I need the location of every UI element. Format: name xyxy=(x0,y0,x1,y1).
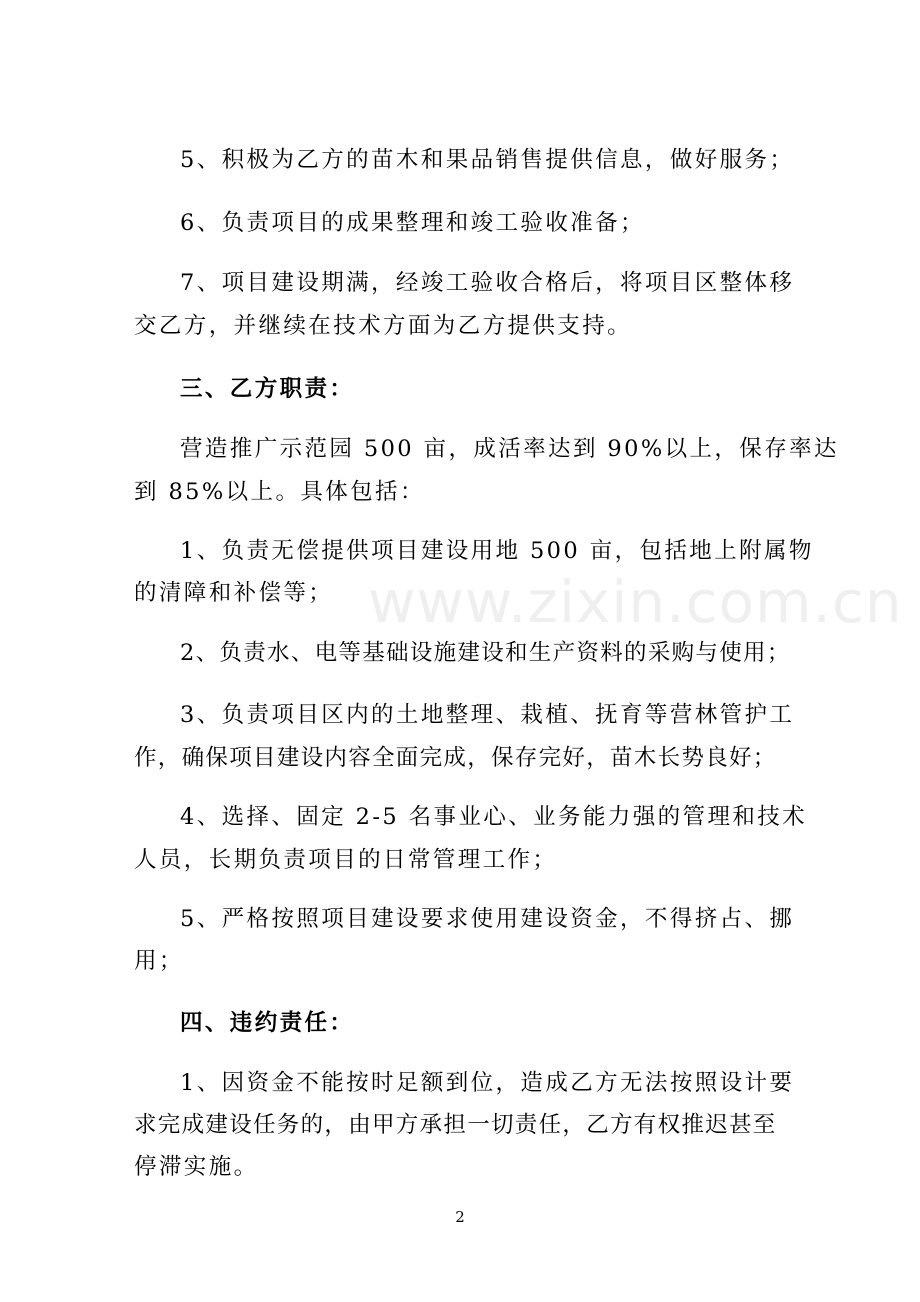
paragraph-line: 1、因资金不能按时足额到位，造成乙方无法按照设计要 xyxy=(180,1070,795,1096)
section-heading: 四、违约责任： xyxy=(180,1010,355,1036)
paragraph-line: 4、选择、固定 2-5 名事业心、业务能力强的管理和技术 xyxy=(180,804,808,830)
paragraph-line: 5、严格按照项目建设要求使用建设资金，不得挤占、挪 xyxy=(180,906,795,932)
watermark: www.zixin.com.cn xyxy=(368,568,903,636)
paragraph-line: 2、负责水、电等基础设施建设和生产资料的采购与使用； xyxy=(180,640,791,666)
paragraph-line: 1、负责无偿提供项目建设用地 500 亩，包括地上附属物 xyxy=(180,538,814,564)
paragraph-line: 人员，长期负责项目的日常管理工作； xyxy=(134,847,558,873)
paragraph-line: 营造推广示范园 500 亩，成活率达到 90%以上，保存率达 xyxy=(180,436,839,462)
paragraph-line: 停滞实施。 xyxy=(134,1154,259,1180)
paragraph-line: 作，确保项目建设内容全面完成，保存完好，苗木长势良好； xyxy=(134,745,777,771)
paragraph-line: 到 85%以上。具体包括： xyxy=(134,479,425,505)
paragraph-line: 用； xyxy=(134,948,184,974)
paragraph-line: 6、负责项目的成果整理和竣工验收准备； xyxy=(180,210,645,236)
paragraph-line: 3、负责项目区内的土地整理、栽植、抚育等营林管护工 xyxy=(180,702,795,728)
paragraph-line: 的清障和补偿等； xyxy=(134,580,334,606)
paragraph-line: 7、项目建设期满，经竣工验收合格后，将项目区整体移 xyxy=(180,270,795,296)
paragraph-line: 求完成建设任务的，由甲方承担一切责任，乙方有权推迟甚至 xyxy=(134,1112,777,1138)
page-number: 2 xyxy=(455,1208,465,1226)
section-heading: 三、乙方职责： xyxy=(180,376,355,402)
paragraph-line: 交乙方，并继续在技术方面为乙方提供支持。 xyxy=(134,313,633,339)
paragraph-line: 5、积极为乙方的苗木和果品销售提供信息，做好服务； xyxy=(180,147,795,173)
